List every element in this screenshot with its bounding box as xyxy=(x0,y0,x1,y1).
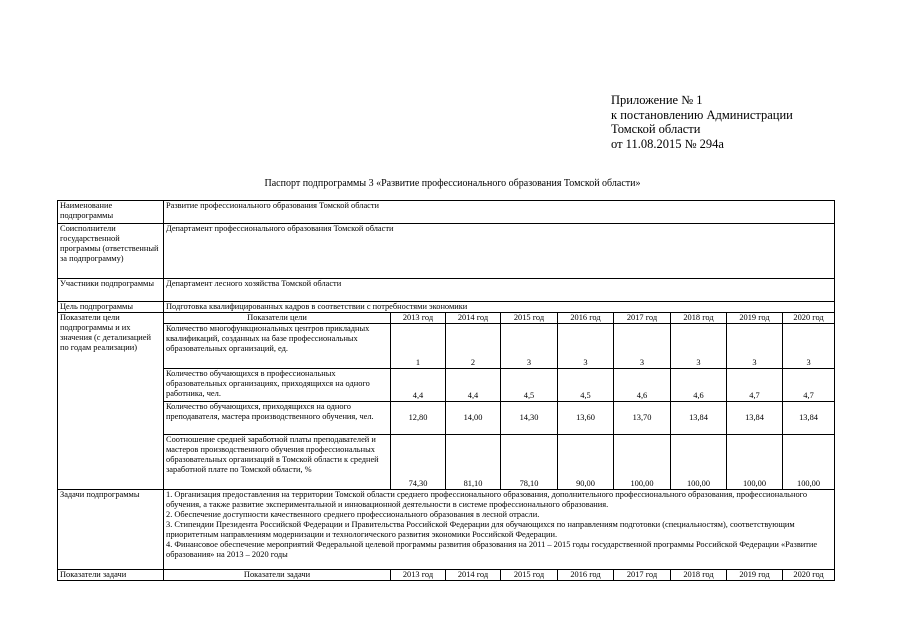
year-header: 2013 год xyxy=(391,570,446,581)
indicator-value: 14,00 xyxy=(446,402,501,435)
year-header: 2014 год xyxy=(446,313,501,324)
year-header: 2018 год xyxy=(671,570,727,581)
indicator-value: 4,6 xyxy=(614,369,671,402)
indicator-value: 3 xyxy=(614,324,671,369)
year-header: 2015 год xyxy=(501,313,558,324)
indicator-value: 74,30 xyxy=(391,435,446,490)
indicator-value: 3 xyxy=(783,324,835,369)
row-coexecutors xyxy=(58,224,835,279)
year-header: 2018 год xyxy=(671,313,727,324)
indicator-value: 13,70 xyxy=(614,402,671,435)
task-item: 2. Обеспечение доступности качественного среднего профессионального образования в лесной отрасли. xyxy=(166,510,540,519)
indicator-value: 13,60 xyxy=(558,402,614,435)
indicator-value: 4,5 xyxy=(501,369,558,402)
name-value: Развитие профессионального образования Томской области xyxy=(164,201,835,224)
indicator-value: 4,7 xyxy=(783,369,835,402)
indicators-header: Показатели цели xyxy=(164,313,391,324)
appendix-line-1: Приложение № 1 xyxy=(611,93,703,107)
indicator-value: 4,4 xyxy=(391,369,446,402)
appendix-line-2: к постановлению Администрации xyxy=(611,107,793,122)
year-header: 2015 год xyxy=(501,570,558,581)
indicator-value: 12,80 xyxy=(391,402,446,435)
indicator-value: 1 xyxy=(391,324,446,369)
indicator-value: 13,84 xyxy=(783,402,835,435)
indicator-row xyxy=(58,435,835,490)
row-participants xyxy=(58,279,835,302)
task-indicators-header: Показатели задачи xyxy=(164,570,391,581)
indicator-value: 78,10 xyxy=(501,435,558,490)
task-item: 4. Финансовое обеспечение мероприятий Федеральной целевой программы развития образования на 2011 – 2015 годы государственной программы Российской Федерации «Развитие образования» на 2013 – 2020 годы xyxy=(166,540,818,559)
name-label: Наименование подпрограммы xyxy=(58,201,164,224)
indicator-value: 4,6 xyxy=(671,369,727,402)
indicator-row xyxy=(58,402,835,435)
coexec-value: Департамент профессионального образования Томской области xyxy=(164,224,835,279)
year-header: 2017 год xyxy=(614,313,671,324)
task-indicators-label: Показатели задачи xyxy=(58,570,164,581)
indicators-header-row xyxy=(58,313,835,324)
indicator-value: 81,10 xyxy=(446,435,501,490)
row-tasks xyxy=(58,490,835,570)
indicator-value: 14,30 xyxy=(501,402,558,435)
appendix-block xyxy=(611,93,793,151)
tasks-label: Задачи подпрограммы xyxy=(58,490,164,570)
indicator-value: 4,5 xyxy=(558,369,614,402)
year-header: 2020 год xyxy=(783,570,835,581)
task-item: 1. Организация предоставления на территории Томской области среднего профессионального образования, дополнительного профессионального образования, профессионального обучения, а также развитие экспериментальной и инновационной деятельности в системе профессионального образования. xyxy=(166,490,808,509)
indicator-value: 90,00 xyxy=(558,435,614,490)
year-header: 2016 год xyxy=(558,570,614,581)
year-header: 2016 год xyxy=(558,313,614,324)
row-goal xyxy=(58,302,835,313)
indicator-name: Количество обучающихся, приходящихся на одного преподавателя, мастера производственного обучения, чел. xyxy=(164,402,391,435)
indicator-value: 100,00 xyxy=(727,435,783,490)
tasks-list xyxy=(164,490,835,570)
indicator-value: 2 xyxy=(446,324,501,369)
goal-label: Цель подпрограммы xyxy=(58,302,164,313)
indicator-value: 13,84 xyxy=(671,402,727,435)
document-title: Паспорт подпрограммы 3 «Развитие профессионального образования Томской области» xyxy=(264,178,641,189)
indicator-value: 3 xyxy=(558,324,614,369)
row-name xyxy=(58,201,835,224)
year-header: 2019 год xyxy=(727,570,783,581)
indicator-value: 4,4 xyxy=(446,369,501,402)
indicator-name: Количество обучающихся в профессиональных образовательных организациях, приходящихся на одного работника, чел. xyxy=(164,369,391,402)
participants-label: Участники подпрограммы xyxy=(58,279,164,302)
goal-value: Подготовка квалифицированных кадров в соответствии с потребностями экономики xyxy=(164,302,835,313)
indicator-value: 3 xyxy=(727,324,783,369)
year-header: 2013 год xyxy=(391,313,446,324)
year-header: 2020 год xyxy=(783,313,835,324)
indicator-value: 4,7 xyxy=(727,369,783,402)
indicator-row xyxy=(58,324,835,369)
year-header: 2019 год xyxy=(727,313,783,324)
indicator-value: 100,00 xyxy=(783,435,835,490)
indicator-value: 100,00 xyxy=(614,435,671,490)
participants-value: Департамент лесного хозяйства Томской области xyxy=(164,279,835,302)
coexec-label: Соисполнители государственной программы (ответственный за подпрограмму) xyxy=(58,224,164,279)
indicator-name: Количество многофункциональных центров прикладных квалификаций, созданных на базе профессиональных образовательных организаций, ед. xyxy=(164,324,391,369)
year-header: 2017 год xyxy=(614,570,671,581)
appendix-line-3: Томской области xyxy=(611,122,701,136)
indicator-row xyxy=(58,369,835,402)
year-header: 2014 год xyxy=(446,570,501,581)
indicator-value: 100,00 xyxy=(671,435,727,490)
appendix-line-4: от 11.08.2015 № 294а xyxy=(611,136,724,151)
indicator-name: Соотношение средней заработной платы преподавателей и мастеров производственного обучения профессиональных образовательных организаций в Томской области к средней заработной плате по Томской области, % xyxy=(164,435,391,490)
passport-table xyxy=(57,200,835,581)
task-item: 3. Стипендии Президента Российской Федерации и Правительства Российской Федерации для обучающихся по направлениям подготовки (специальностям), соответствующим приоритетным направлениям модернизации и технологического развития экономики Российской Федерации. xyxy=(166,520,795,539)
indicator-value: 13,84 xyxy=(727,402,783,435)
indicators-label: Показатели цели подпрограммы и их значения (с детализацией по годам реализации) xyxy=(58,313,164,490)
indicator-value: 3 xyxy=(501,324,558,369)
indicator-value: 3 xyxy=(671,324,727,369)
task-indicators-header-row xyxy=(58,570,835,581)
